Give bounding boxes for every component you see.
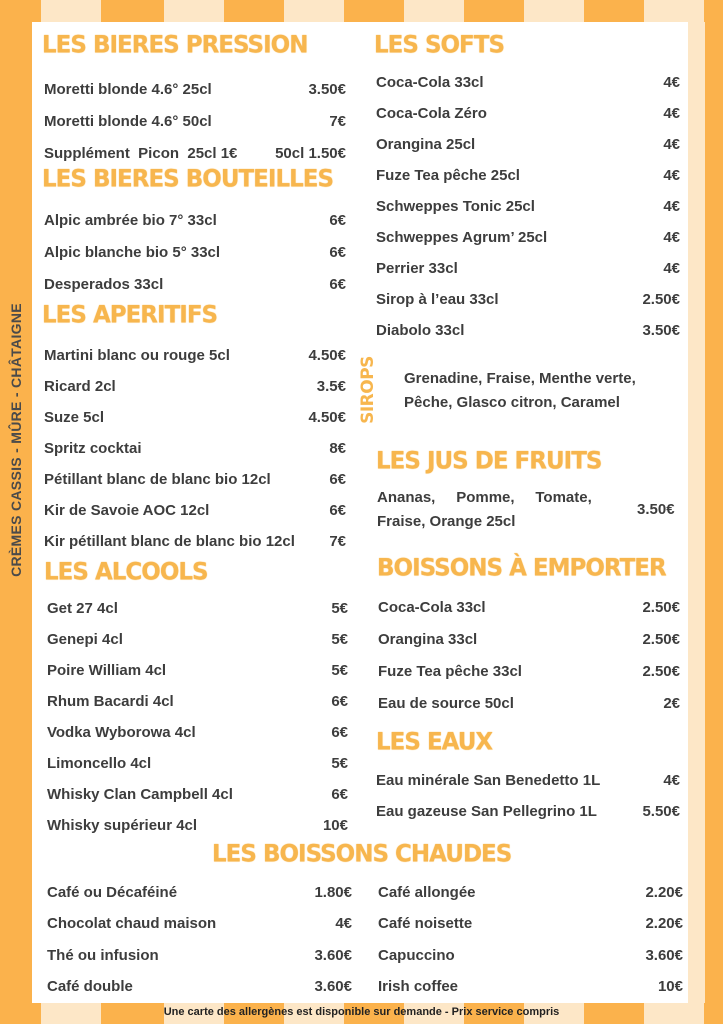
item-price: 2.20€ bbox=[645, 884, 683, 902]
item-price: 5€ bbox=[331, 600, 348, 617]
item-price: 6€ bbox=[329, 243, 346, 261]
item-name: Spritz cocktai bbox=[44, 440, 142, 457]
item-name: Genepi 4cl bbox=[47, 631, 123, 648]
item-name: Ricard 2cl bbox=[44, 378, 116, 395]
bieres-pression-list bbox=[44, 73, 346, 169]
item-name: Suze 5cl bbox=[44, 409, 105, 426]
menu-item bbox=[44, 204, 346, 236]
item-price: 4€ bbox=[335, 915, 352, 933]
item-price: 3.5€ bbox=[316, 378, 346, 395]
item-price: 5.50€ bbox=[642, 803, 680, 820]
heading-aperitifs: LES APERITIFS bbox=[42, 301, 218, 329]
item-price: 3.60€ bbox=[645, 946, 683, 964]
heading-sirops: SIROPS bbox=[358, 356, 378, 424]
item-price: 2.50€ bbox=[642, 598, 680, 616]
item-name: Irish coffee bbox=[378, 978, 459, 996]
item-price: 4€ bbox=[663, 136, 680, 153]
eaux-list bbox=[376, 765, 680, 827]
item-name: Eau gazeuse San Pellegrino 1L bbox=[376, 803, 597, 820]
item-price: 2.20€ bbox=[645, 915, 683, 933]
menu-item bbox=[378, 687, 680, 719]
menu-item bbox=[44, 73, 346, 105]
item-price: 5€ bbox=[331, 631, 348, 648]
alcools-list bbox=[47, 593, 348, 841]
item-name: Martini blanc ou rouge 5cl bbox=[44, 347, 230, 364]
sirops-text: Grenadine, Fraise, Menthe verte, Pêche, Glasco citron, Caramel bbox=[404, 370, 636, 411]
allergen-footer: Une carte des allergènes est disponible sur demande - Prix service compris bbox=[163, 1006, 560, 1018]
right-stripe-light bbox=[688, 22, 705, 1003]
bieres-bouteilles-list bbox=[44, 204, 346, 300]
menu-item bbox=[376, 765, 680, 796]
heading-eaux: LES EAUX bbox=[376, 728, 493, 756]
chaudes-right-list bbox=[378, 877, 683, 1002]
menu-item bbox=[44, 371, 346, 402]
item-price: 6€ bbox=[329, 471, 346, 488]
menu-item bbox=[44, 236, 346, 268]
menu-item bbox=[47, 717, 348, 748]
item-price: 3.60€ bbox=[314, 978, 352, 996]
item-name: Coca-Cola 33cl bbox=[376, 74, 484, 91]
item-price: 4€ bbox=[663, 260, 680, 277]
menu-item bbox=[376, 67, 680, 98]
jus-line-2: Fraise, Orange 25cl bbox=[377, 513, 516, 530]
heading-boissons-emporter: BOISSONS À EMPORTER bbox=[377, 554, 666, 582]
menu-item bbox=[47, 686, 348, 717]
item-price: 10€ bbox=[657, 978, 683, 996]
menu-item bbox=[44, 268, 346, 300]
item-name: Chocolat chaud maison bbox=[47, 915, 217, 933]
emporter-list bbox=[378, 591, 680, 719]
item-name: Fuze Tea pêche 33cl bbox=[378, 662, 522, 680]
jus-line-1: Ananas, Pomme, Tomate, bbox=[377, 489, 592, 506]
item-price: 6€ bbox=[331, 786, 348, 803]
item-name: Kir de Savoie AOC 12cl bbox=[44, 502, 210, 519]
item-price: 6€ bbox=[329, 211, 346, 229]
item-price: 4€ bbox=[663, 198, 680, 215]
menu-item bbox=[47, 940, 352, 971]
menu-item bbox=[376, 315, 680, 346]
menu-item bbox=[47, 908, 352, 939]
item-name: Rhum Bacardi 4cl bbox=[47, 693, 174, 710]
item-price: 6€ bbox=[331, 724, 348, 741]
item-name: Café allongée bbox=[378, 884, 476, 902]
item-name: Moretti blonde 4.6° 50cl bbox=[44, 112, 212, 130]
item-price: 10€ bbox=[322, 817, 348, 834]
menu-item bbox=[47, 593, 348, 624]
item-name: Capuccino bbox=[378, 946, 455, 964]
item-name: Get 27 4cl bbox=[47, 600, 118, 617]
jus-price: 3.50€ bbox=[637, 501, 675, 518]
item-name: Thé ou infusion bbox=[47, 946, 159, 964]
item-price: 3.50€ bbox=[308, 80, 346, 98]
item-name: Pétillant blanc de blanc bio 12cl bbox=[44, 471, 271, 488]
menu-item bbox=[378, 877, 683, 908]
heading-softs: LES SOFTS bbox=[374, 31, 505, 59]
menu-item bbox=[378, 940, 683, 971]
menu-item bbox=[376, 98, 680, 129]
item-name: Kir pétillant blanc de blanc bio 12cl bbox=[44, 533, 295, 550]
item-name: Orangina 25cl bbox=[376, 136, 476, 153]
menu-item bbox=[47, 877, 352, 908]
item-price: 5€ bbox=[331, 662, 348, 679]
item-name: Coca-Cola 33cl bbox=[378, 598, 486, 616]
item-price: 4€ bbox=[663, 167, 680, 184]
item-price: 2.50€ bbox=[642, 291, 680, 308]
item-name: Limoncello 4cl bbox=[47, 755, 152, 772]
menu-item bbox=[47, 624, 348, 655]
item-price: 4€ bbox=[663, 105, 680, 122]
menu-item bbox=[376, 796, 680, 827]
item-name: Café double bbox=[47, 978, 133, 996]
heading-boissons-chaudes: LES BOISSONS CHAUDES bbox=[212, 840, 512, 868]
item-price: 50cl 1.50€ bbox=[275, 144, 346, 162]
cremes-side-text: CRÈMES CASSIS - MÛRE - CHÂTAIGNE bbox=[8, 303, 24, 577]
item-name: Sirop à l’eau 33cl bbox=[376, 291, 499, 308]
item-name: Fuze Tea pêche 25cl bbox=[376, 167, 520, 184]
item-name: Alpic ambrée bio 7° 33cl bbox=[44, 211, 217, 229]
item-price: 8€ bbox=[329, 440, 346, 457]
menu-item bbox=[47, 810, 348, 841]
menu-item bbox=[378, 623, 680, 655]
item-name: Whisky supérieur 4cl bbox=[47, 817, 198, 834]
item-name: Eau de source 50cl bbox=[378, 694, 514, 712]
item-price: 5€ bbox=[331, 755, 348, 772]
item-price: 4.50€ bbox=[308, 409, 346, 426]
menu-item bbox=[47, 971, 352, 1002]
right-stripe-band bbox=[705, 0, 723, 1024]
heading-alcools: LES ALCOOLS bbox=[44, 558, 208, 586]
item-name: Diabolo 33cl bbox=[376, 322, 465, 339]
item-name: Coca-Cola Zéro bbox=[376, 105, 487, 122]
item-price: 3.50€ bbox=[642, 322, 680, 339]
menu-item bbox=[376, 191, 680, 222]
menu-item bbox=[47, 748, 348, 779]
menu-item bbox=[378, 591, 680, 623]
item-price: 4€ bbox=[663, 74, 680, 91]
item-name: Whisky Clan Campbell 4cl bbox=[47, 786, 233, 803]
item-price: 6€ bbox=[331, 693, 348, 710]
item-name: Schweppes Tonic 25cl bbox=[376, 198, 535, 215]
menu-item bbox=[44, 105, 346, 137]
softs-list bbox=[376, 67, 680, 346]
menu-item bbox=[44, 526, 346, 557]
item-name: Orangina 33cl bbox=[378, 630, 478, 648]
menu-item bbox=[44, 340, 346, 371]
item-name: Vodka Wyborowa 4cl bbox=[47, 724, 196, 741]
item-price: 3.60€ bbox=[314, 946, 352, 964]
item-price: 6€ bbox=[329, 502, 346, 519]
item-price: 1.80€ bbox=[314, 884, 352, 902]
menu-item bbox=[378, 908, 683, 939]
menu-item bbox=[47, 779, 348, 810]
menu-item bbox=[376, 253, 680, 284]
item-price: 2.50€ bbox=[642, 662, 680, 680]
menu-item bbox=[376, 129, 680, 160]
item-name: Café noisette bbox=[378, 915, 473, 933]
menu-item bbox=[44, 433, 346, 464]
item-price: 6€ bbox=[329, 275, 346, 293]
item-name: Moretti blonde 4.6° 25cl bbox=[44, 80, 212, 98]
item-price: 2.50€ bbox=[642, 630, 680, 648]
menu-item bbox=[47, 655, 348, 686]
item-price: 7€ bbox=[329, 112, 346, 130]
item-name: Desperados 33cl bbox=[44, 275, 164, 293]
item-price: 2€ bbox=[663, 694, 680, 712]
heading-jus-de-fruits: LES JUS DE FRUITS bbox=[376, 447, 602, 475]
heading-bieres-pression: LES BIERES PRESSION bbox=[42, 31, 308, 59]
heading-bieres-bouteilles: LES BIERES BOUTEILLES bbox=[42, 165, 334, 193]
menu-item bbox=[44, 464, 346, 495]
item-name: Schweppes Agrum’ 25cl bbox=[376, 229, 548, 246]
item-name: Alpic blanche bio 5° 33cl bbox=[44, 243, 221, 261]
item-name: Café ou Décaféiné bbox=[47, 884, 178, 902]
menu-item bbox=[378, 655, 680, 687]
menu-item bbox=[376, 284, 680, 315]
item-name: Perrier 33cl bbox=[376, 260, 458, 277]
item-price: 4.50€ bbox=[308, 347, 346, 364]
item-price: 4€ bbox=[663, 229, 680, 246]
item-name: Supplément Picon 25cl 1€ bbox=[44, 144, 238, 162]
menu-item bbox=[376, 222, 680, 253]
aperitifs-list bbox=[44, 340, 346, 557]
menu-item bbox=[376, 160, 680, 191]
chaudes-left-list bbox=[47, 877, 352, 1002]
menu-item bbox=[44, 402, 346, 433]
menu-item bbox=[44, 495, 346, 526]
item-name: Eau minérale San Benedetto 1L bbox=[376, 772, 601, 789]
menu-item bbox=[378, 971, 683, 1002]
menu-item bbox=[44, 137, 346, 169]
item-price: 7€ bbox=[329, 533, 346, 550]
item-price: 4€ bbox=[663, 772, 680, 789]
item-name: Poire William 4cl bbox=[47, 662, 167, 679]
